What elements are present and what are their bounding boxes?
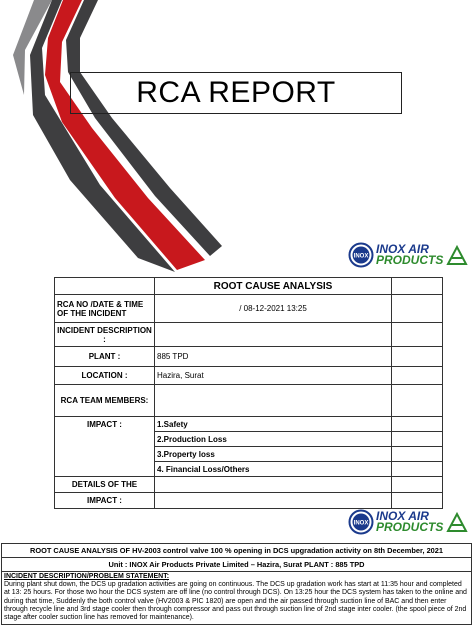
form-row-team xyxy=(55,385,443,417)
form-row-plant xyxy=(55,347,443,367)
form-header-spacer xyxy=(55,278,155,295)
company-logo-bottom xyxy=(348,509,468,535)
logo-wordmark xyxy=(376,244,443,266)
form-row-location xyxy=(55,367,443,385)
inox-badge-icon xyxy=(348,509,374,535)
plant-extra xyxy=(392,347,443,367)
incident-description-value xyxy=(155,323,392,347)
incident-statement-body: During plant shut down, the DCS up gradation activities are going on continuous. The DCS up gradation work has start at 11:35 hour and completed at 13: 25 hours. For those two hour the DCS system are off line (no control through DCS). On 13:25 hour the DCS system has taken to the online and during that time, Suddenly the both control valve (HV2003 & PIC 1820) are open and the air passed through suction line of BAC and then enter through recycle line and 3rd stage cooler then through compressor and pass out through suction line of 2nd stage inter cooler. (the spool piece of 2nd stage after cooler suction line has removed for maintenance). xyxy=(4,581,467,622)
impact-extra-2 xyxy=(392,432,443,447)
form-row-impact-1 xyxy=(55,417,443,432)
triangle-mark-icon xyxy=(446,511,468,533)
logo-wordmark-2 xyxy=(376,511,443,533)
company-logo-top xyxy=(348,242,468,268)
report-title-box xyxy=(70,72,402,114)
rca-no-value: / 08-12-2021 13:25 xyxy=(155,295,392,323)
location-label: LOCATION : xyxy=(55,367,155,385)
form-row-details-2 xyxy=(55,493,443,509)
details-value-1 xyxy=(155,477,392,493)
triangle-mark-icon xyxy=(446,244,468,266)
details-extra-1 xyxy=(392,477,443,493)
form-row-details-1 xyxy=(55,477,443,493)
form-header-row xyxy=(55,278,443,295)
rca-no-extra xyxy=(392,295,443,323)
plant-label: PLANT : xyxy=(55,347,155,367)
incident-description-label: INCIDENT DESCRIPTION : xyxy=(55,323,155,347)
impact-extra-1 xyxy=(392,417,443,432)
rca-team-extra xyxy=(392,385,443,417)
location-value: Hazira, Surat xyxy=(155,367,392,385)
report-summary-section xyxy=(1,543,472,625)
logo-line-2-b: PRODUCTS xyxy=(376,520,444,534)
inox-badge-text: INOX xyxy=(353,253,369,260)
details-label-1: DETAILS OF THE xyxy=(55,477,155,493)
impact-item-safety: 1.Safety xyxy=(155,417,392,432)
impact-extra-3 xyxy=(392,447,443,462)
location-extra xyxy=(392,367,443,385)
inox-badge-text-2: INOX xyxy=(353,520,369,527)
logo-line-1-b: INOX AIR xyxy=(376,509,429,523)
logo-line-1: INOX AIR xyxy=(376,242,429,256)
inox-badge-icon xyxy=(348,242,374,268)
form-row-incident xyxy=(55,323,443,347)
report-unit-line: Unit : INOX Air Products Private Limited – Hazira, Surat PLANT : 885 TPD xyxy=(2,558,471,572)
form-row-rca-no xyxy=(55,295,443,323)
impact-item-production: 2.Production Loss xyxy=(155,432,392,447)
impact-item-property: 3.Property loss xyxy=(155,447,392,462)
rca-form-table xyxy=(54,277,443,509)
form-header: ROOT CAUSE ANALYSIS xyxy=(155,278,392,295)
details-value-2 xyxy=(155,493,392,509)
logo-line-2: PRODUCTS xyxy=(376,253,444,267)
rca-team-label: RCA TEAM MEMBERS: xyxy=(55,385,155,417)
details-label-2: IMPACT : xyxy=(55,493,155,509)
impact-item-financial: 4. Financial Loss/Others xyxy=(155,462,392,477)
plant-value: 885 TPD xyxy=(155,347,392,367)
form-header-extra xyxy=(392,278,443,295)
rca-no-label: RCA NO /DATE & TIME OF THE INCIDENT xyxy=(55,295,155,323)
impact-label: IMPACT : xyxy=(55,417,155,477)
incident-description-extra xyxy=(392,323,443,347)
details-extra-2 xyxy=(392,493,443,509)
incident-statement-heading: INCIDENT DESCRIPTION/PROBLEM STATEMENT: xyxy=(4,573,170,580)
rca-team-value xyxy=(155,385,392,417)
report-summary-title: ROOT CAUSE ANALYSIS OF HV-2003 control valve 100 % opening in DCS upgradation activity on 8th December, 2021 xyxy=(2,544,471,558)
impact-extra-4 xyxy=(392,462,443,477)
report-title: RCA REPORT xyxy=(136,76,336,109)
